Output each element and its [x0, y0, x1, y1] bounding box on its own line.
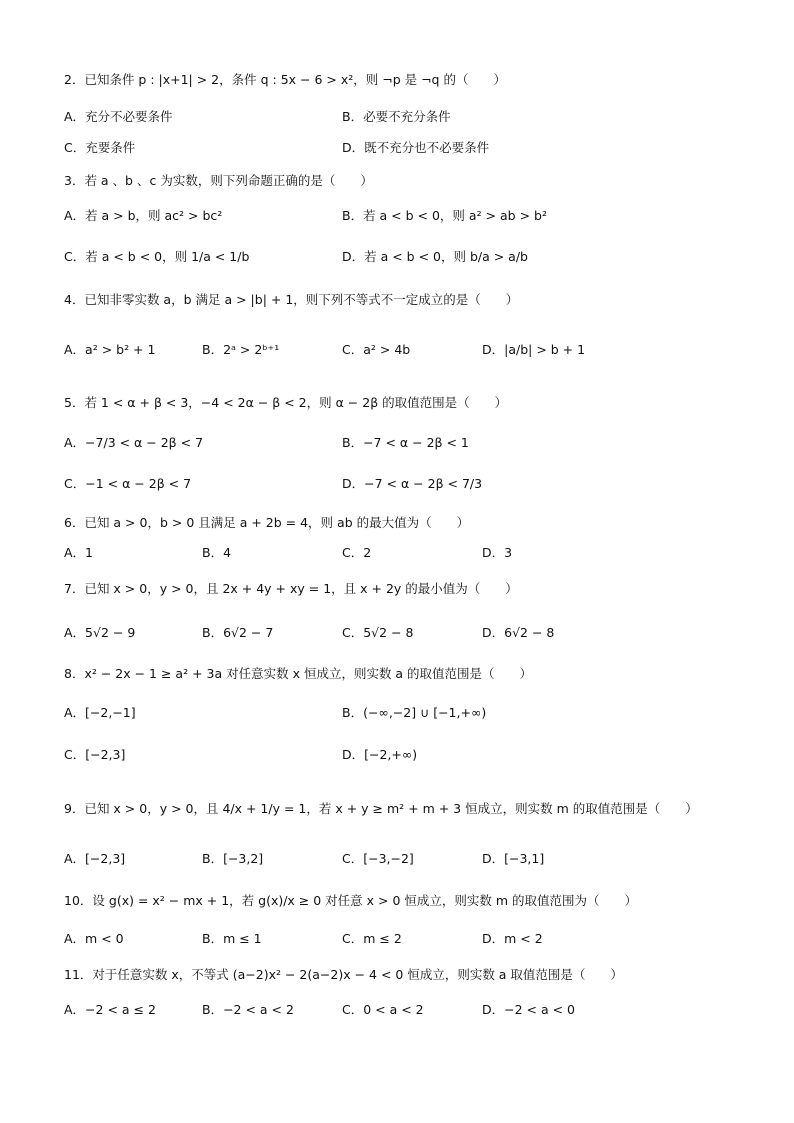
question-8-option-c: C．[−2,3] — [64, 747, 126, 762]
question-9-option-b: B．[−3,2] — [202, 851, 264, 866]
question-2-option-b: B．必要不充分条件 — [342, 109, 451, 124]
question-4-option-c: C．a² > 4b — [342, 342, 411, 357]
question-3-option-c: C．若 a < b < 0，则 1/a < 1/b — [64, 249, 250, 264]
question-3-stem: 3．若 a 、b 、c 为实数，则下列命题正确的是（ ） — [64, 173, 373, 188]
question-11-option-b: B．−2 < a < 2 — [202, 1002, 294, 1017]
question-10-option-a: A．m < 0 — [64, 931, 124, 946]
question-7-stem: 7．已知 x > 0，y > 0，且 2x + 4y + xy = 1，且 x + 2y 的最小值为（ ） — [64, 581, 518, 596]
question-10-option-b: B．m ≤ 1 — [202, 931, 262, 946]
question-9-option-d: D．[−3,1] — [482, 851, 545, 866]
question-6-option-a: A．1 — [64, 545, 94, 560]
question-8-option-a: A．[−2,−1] — [64, 705, 136, 720]
question-6-stem: 6．已知 a > 0，b > 0 且满足 a + 2b = 4，则 ab 的最大值为（ ） — [64, 515, 470, 530]
question-2-option-c: C．充要条件 — [64, 140, 136, 155]
question-10-stem: 10．设 g(x) = x² − mx + 1，若 g(x)/x ≥ 0 对任意 x > 0 恒成立，则实数 m 的取值范围为（ ） — [64, 893, 638, 908]
question-2-option-a: A．充分不必要条件 — [64, 109, 173, 124]
question-5-option-c: C．−1 < α − 2β < 7 — [64, 476, 192, 491]
question-10-option-d: D．m < 2 — [482, 931, 543, 946]
question-6-option-b: B．4 — [202, 545, 232, 560]
question-6-option-d: D．3 — [482, 545, 513, 560]
question-2-stem: 2．已知条件 p : |x+1| > 2，条件 q : 5x − 6 > x²，则 ¬p 是 ¬q 的（ ） — [64, 72, 506, 87]
question-4-stem: 4．已知非零实数 a，b 满足 a > |b| + 1，则下列不等式不一定成立的是（ ） — [64, 292, 519, 307]
question-2-option-d: D．既不充分也不必要条件 — [342, 140, 490, 155]
question-8-option-d: D．[−2,+∞) — [342, 747, 418, 762]
question-5-stem: 5．若 1 < α + β < 3，−4 < 2α − β < 2，则 α − 2β 的取值范围是（ ） — [64, 395, 508, 410]
question-7-option-a: A．5√2 − 9 — [64, 625, 136, 640]
question-3-option-b: B．若 a < b < 0，则 a² > ab > b² — [342, 208, 547, 223]
question-4-option-d: D．|a/b| > b + 1 — [482, 342, 586, 357]
question-9-option-a: A．[−2,3] — [64, 851, 126, 866]
question-11-option-c: C．0 < a < 2 — [342, 1002, 424, 1017]
question-11-option-a: A．−2 < a ≤ 2 — [64, 1002, 156, 1017]
question-11-option-d: D．−2 < a < 0 — [482, 1002, 576, 1017]
question-3-option-d: D．若 a < b < 0，则 b/a > a/b — [342, 249, 528, 264]
question-7-option-c: C．5√2 − 8 — [342, 625, 414, 640]
question-10-option-c: C．m ≤ 2 — [342, 931, 402, 946]
question-9-stem: 9．已知 x > 0，y > 0，且 4/x + 1/y = 1，若 x + y ≥ m² + m + 3 恒成立，则实数 m 的取值范围是（ ） — [64, 801, 698, 816]
question-6-option-c: C．2 — [342, 545, 372, 560]
question-9-option-c: C．[−3,−2] — [342, 851, 414, 866]
question-8-stem: 8．x² − 2x − 1 ≥ a² + 3a 对任意实数 x 恒成立，则实数 a 的取值范围是（ ） — [64, 666, 533, 681]
question-7-option-b: B．6√2 − 7 — [202, 625, 274, 640]
question-5-option-a: A．−7/3 < α − 2β < 7 — [64, 435, 204, 450]
question-5-option-b: B．−7 < α − 2β < 1 — [342, 435, 469, 450]
question-8-option-b: B．(−∞,−2] ∪ [−1,+∞) — [342, 705, 487, 720]
question-3-option-a: A．若 a > b，则 ac² > bc² — [64, 208, 223, 223]
question-5-option-d: D．−7 < α − 2β < 7/3 — [342, 476, 483, 491]
question-7-option-d: D．6√2 − 8 — [482, 625, 555, 640]
question-4-option-a: A．a² > b² + 1 — [64, 342, 156, 357]
question-11-stem: 11．对于任意实数 x，不等式 (a−2)x² − 2(a−2)x − 4 < 0 恒成立，则实数 a 取值范围是（ ） — [64, 967, 623, 982]
question-4-option-b: B．2ᵃ > 2ᵇ⁺¹ — [202, 342, 280, 357]
